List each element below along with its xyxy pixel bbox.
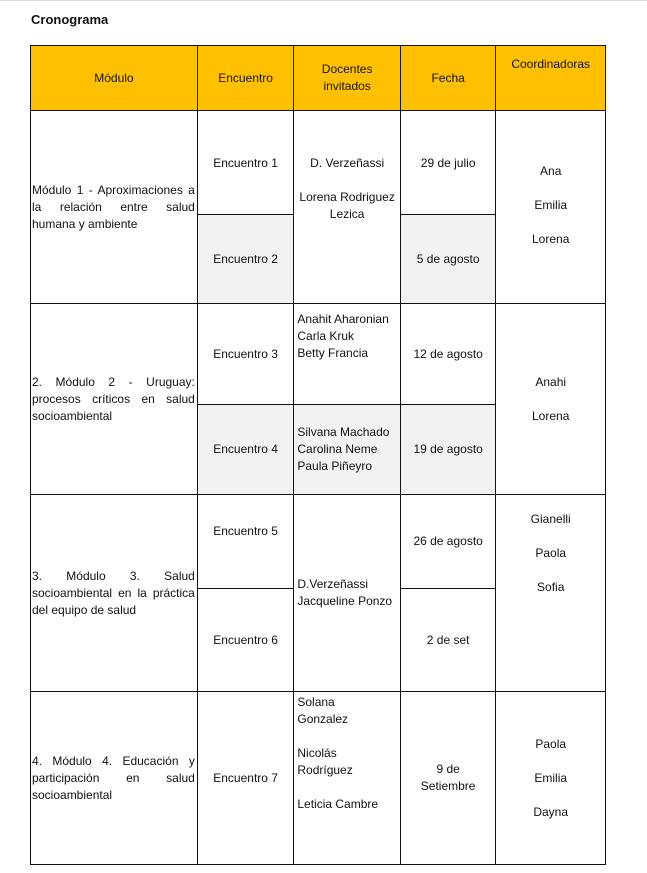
module-4-name: 4. Módulo 4. Educación y participación en salud socioambiental	[31, 692, 198, 865]
docente: Betty Francia	[297, 346, 369, 360]
encuentro-5: Encuentro 5	[197, 495, 294, 589]
docente: Lorena Rodriguez Lezica	[299, 190, 395, 221]
docente: Anahit Aharonian	[297, 312, 389, 326]
encuentro-3: Encuentro 3	[197, 304, 294, 405]
coordinadora: Emilia	[534, 198, 568, 212]
module-4-docentes	[294, 692, 401, 865]
docente: Jacqueline Ponzo	[297, 594, 393, 608]
header-row	[31, 46, 606, 111]
docente: Carolina Neme	[297, 442, 378, 456]
module-1-docentes	[294, 111, 401, 304]
header-coordinadoras: Coordinadoras	[496, 46, 606, 111]
fecha-1: 29 de julio	[400, 111, 495, 215]
coordinadora: Dayna	[533, 804, 569, 819]
docente: Leticia Cambre	[297, 797, 379, 811]
module-3-coordinadoras	[496, 495, 606, 692]
table-row	[31, 304, 606, 405]
encuentro-6: Encuentro 6	[197, 589, 294, 692]
docente: Nicolás Rodríguez	[297, 746, 353, 777]
docente: Paula Piñeyro	[297, 459, 373, 473]
fecha-5: 26 de agosto	[400, 495, 495, 589]
coordinadora: Gianelli	[530, 512, 571, 526]
encuentro-2: Encuentro 2	[197, 215, 294, 304]
encuentro-4: Encuentro 4	[197, 405, 294, 495]
fecha-7	[400, 692, 495, 865]
module-4-coordinadoras	[496, 692, 606, 865]
encuentro-1: Encuentro 1	[197, 111, 294, 215]
page-top-rule	[0, 0, 647, 1]
coordinadora: Lorena	[532, 232, 570, 246]
header-encuentro: Encuentro	[197, 46, 294, 111]
docente: Silvana Machado	[297, 425, 390, 439]
docente: Carla Kruk	[297, 329, 355, 343]
module-3-docentes	[294, 495, 401, 692]
fecha-4: 19 de agosto	[400, 405, 495, 495]
coordinadora: Ana	[540, 164, 562, 178]
page-title: Cronograma	[31, 12, 109, 27]
coordinadora: Sofia	[537, 580, 565, 594]
module-1-name: Módulo 1 - Aproximaciones a la relación entre salud humana y ambiente	[31, 111, 198, 304]
module-3-name: 3. Módulo 3. Salud socioambiental en la práctica del equipo de salud	[31, 495, 198, 692]
module-1-coordinadoras	[496, 111, 606, 304]
coordinadora: Paola	[535, 546, 567, 560]
encuentro-4-docentes	[294, 405, 401, 495]
fecha-7-text: 9 de Setiembre	[420, 762, 476, 793]
docente: D. Verzeñassi	[310, 156, 385, 170]
fecha-3: 12 de agosto	[400, 304, 495, 405]
header-docentes: Docentes invitados	[294, 46, 401, 111]
fecha-2: 5 de agosto	[400, 215, 495, 304]
table-row	[31, 692, 606, 865]
coordinadora: Paola	[535, 736, 567, 751]
fecha-6: 2 de set	[400, 589, 495, 692]
table-row	[31, 111, 606, 215]
table-row	[31, 495, 606, 589]
coordinadora: Lorena	[532, 408, 570, 423]
schedule-table	[30, 45, 606, 865]
docente: D.Verzeñassi	[297, 577, 369, 591]
module-2-name: 2. Módulo 2 - Uruguay: procesos críticos en salud socioambiental	[31, 304, 198, 495]
coordinadora: Emilia	[534, 770, 568, 785]
coordinadora: Anahi	[535, 374, 567, 389]
encuentro-3-docentes	[294, 304, 401, 405]
docente: Solana Gonzalez	[297, 695, 349, 726]
encuentro-7: Encuentro 7	[197, 692, 294, 865]
header-fecha: Fecha	[400, 46, 495, 111]
header-modulo: Módulo	[31, 46, 198, 111]
module-2-coordinadoras	[496, 304, 606, 495]
